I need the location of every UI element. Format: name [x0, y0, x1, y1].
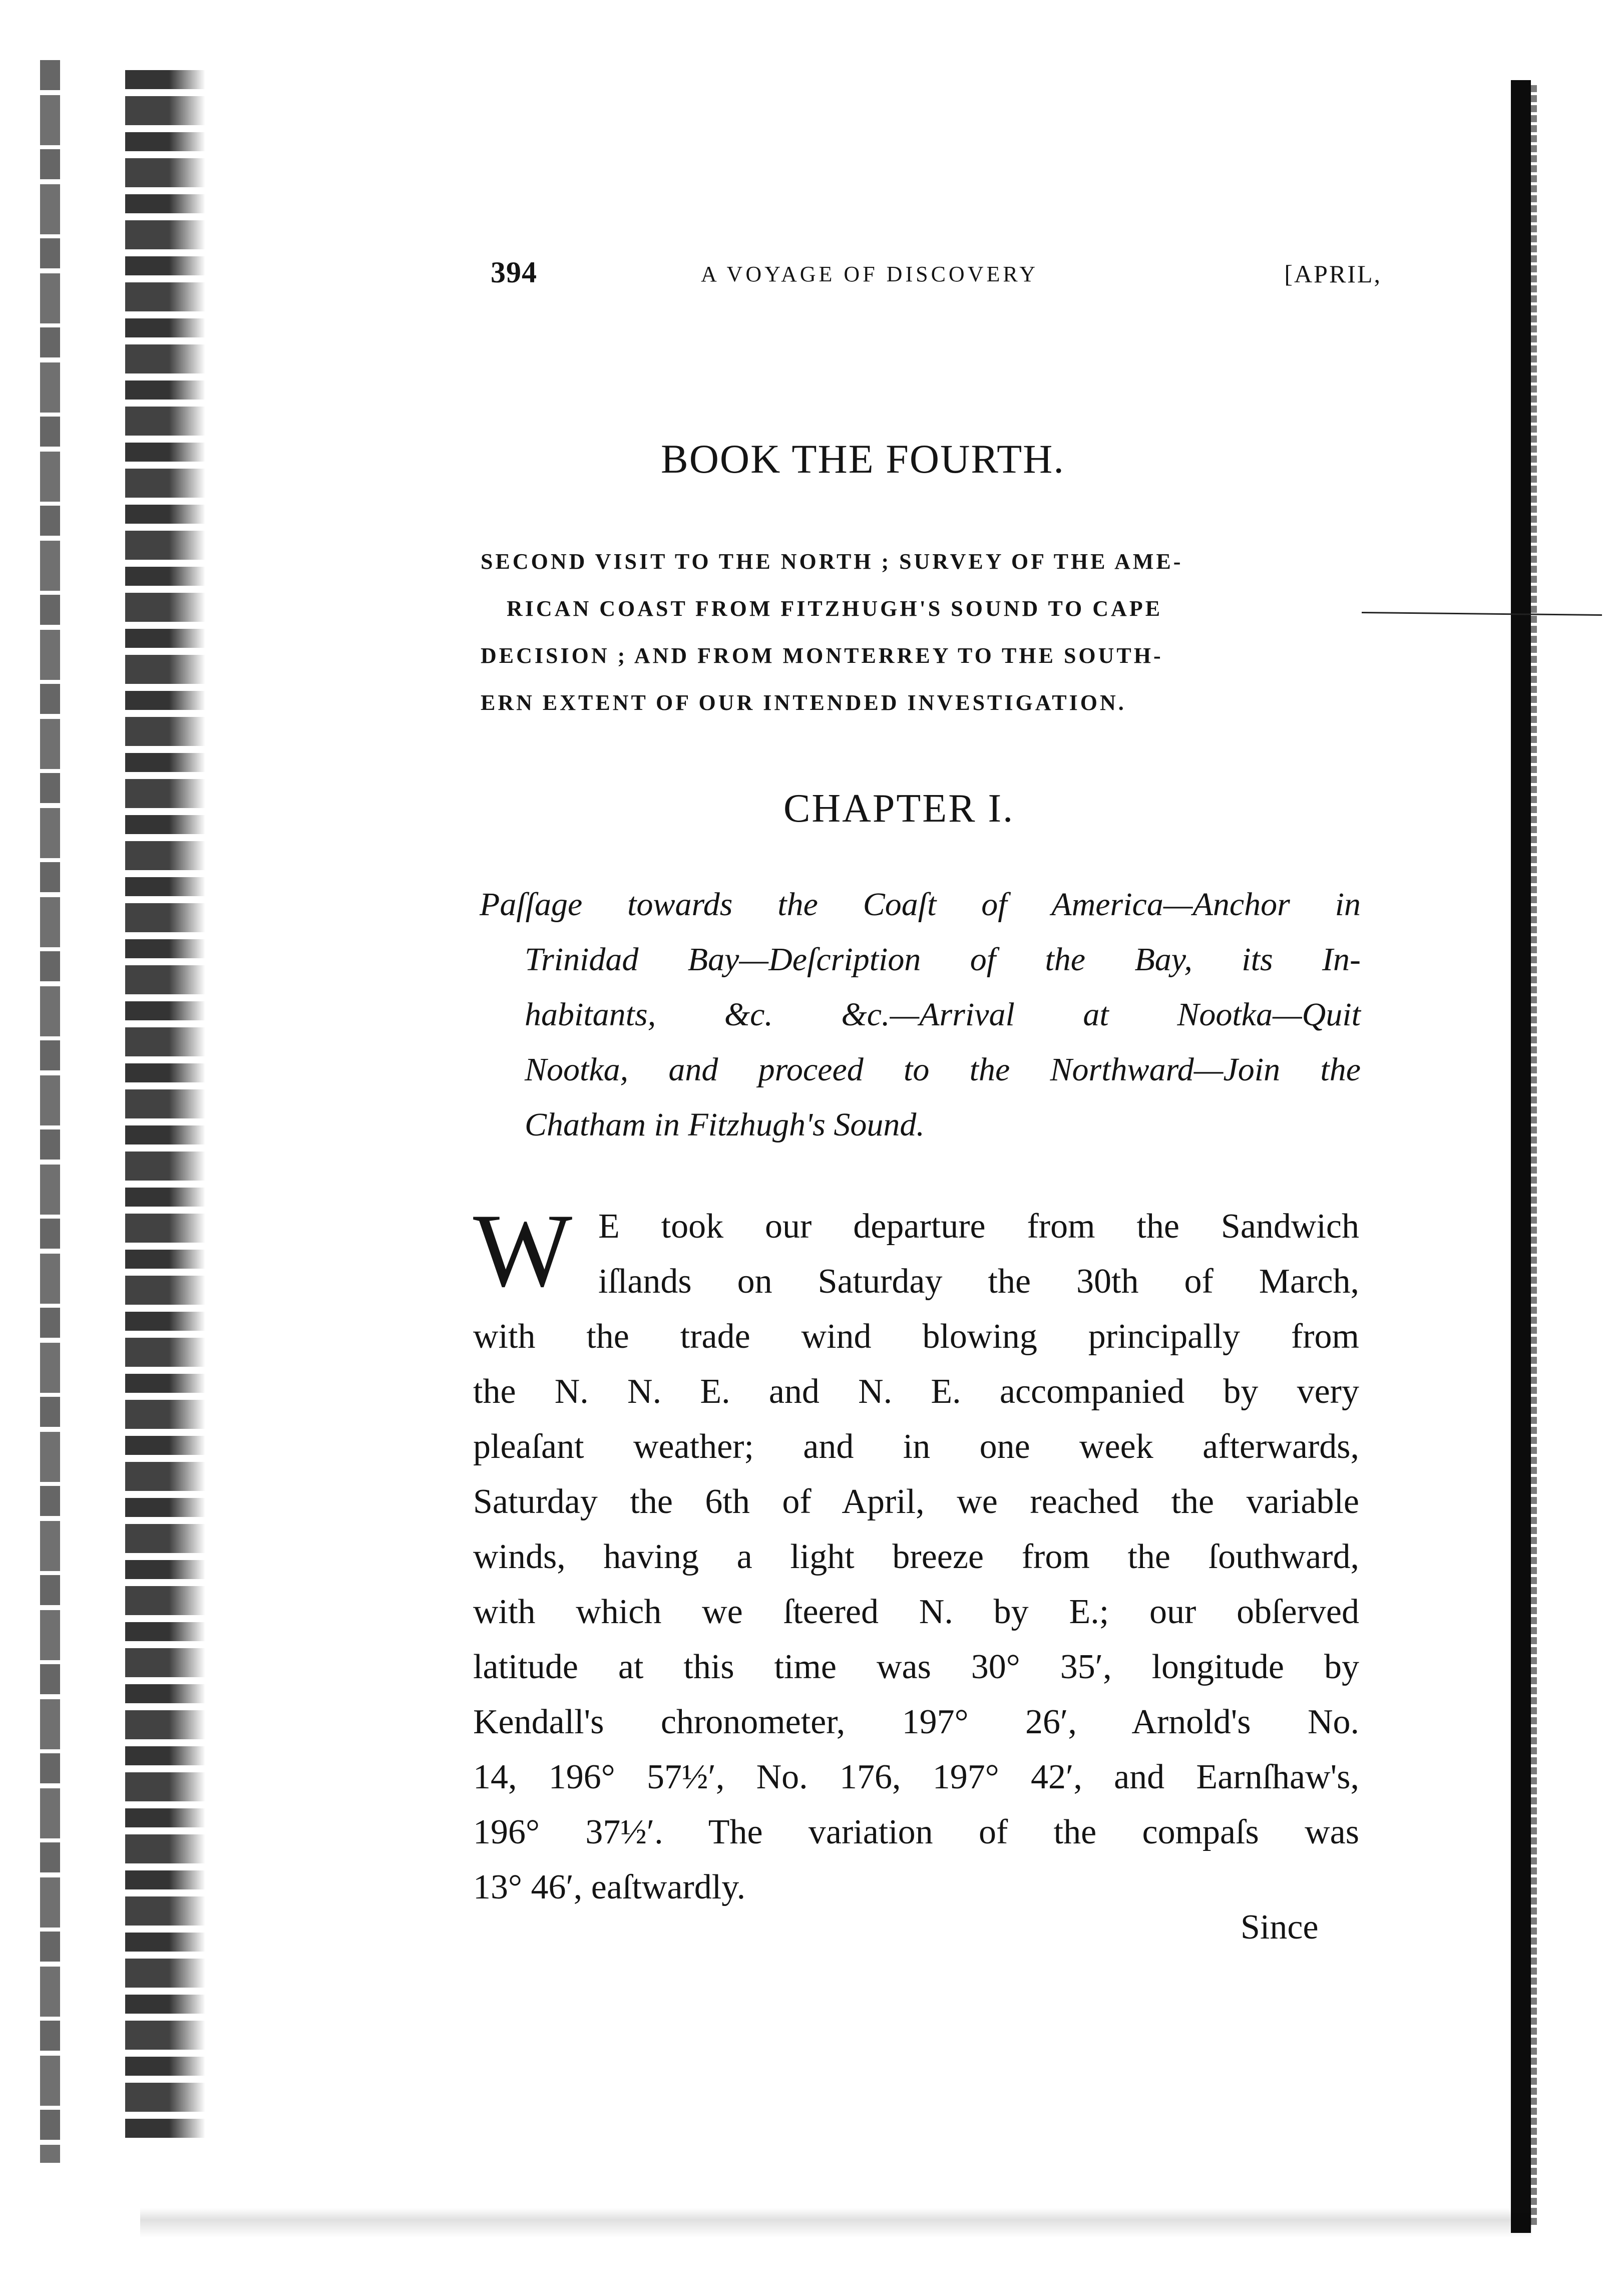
body-line: pleaſant weather; and in one week afterwards,: [473, 1427, 1359, 1466]
body-line: latitude at this time was 30° 35′, longitude by: [473, 1648, 1359, 1686]
chapter-summary: [480, 877, 1361, 1153]
body-line: E took our departure from the Sandwich: [598, 1207, 1359, 1246]
chapter-title: CHAPTER I.: [783, 787, 1015, 831]
book-summary-line: RICAN COAST FROM FITZHUGH'S SOUND TO CAPE: [507, 596, 1163, 621]
chapter-summary-line: habitants, &c. &c.—Arrival at Nootka—Quit: [525, 996, 1361, 1033]
body-line: winds, having a light breeze from the ſouthward,: [473, 1538, 1359, 1576]
chapter-summary-line: Paſſage towards the Coaſt of America—Anchor in: [480, 886, 1361, 923]
body-line: Saturday the 6th of April, we reached the variable: [473, 1482, 1359, 1521]
scan-binding-edge-right: [1531, 85, 1537, 2228]
running-head: [491, 255, 1382, 290]
body-line: 13° 46′, eaſtwardly.: [473, 1868, 746, 1906]
body-line: iſlands on Saturday the 30th of March,: [598, 1262, 1359, 1301]
book-summary: [481, 538, 1362, 726]
body-line: 196° 37½′. The variation of the compaſs was: [473, 1813, 1359, 1851]
chapter-summary-line: Nootka, and proceed to the Northward—Join the: [525, 1051, 1361, 1088]
scan-bottom-smudge: [140, 2178, 1532, 2238]
body-line: 14, 196° 57½′, No. 176, 197° 42′, and Earnſhaw's,: [473, 1758, 1359, 1796]
running-head-title: A VOYAGE OF DISCOVERY: [701, 262, 1039, 286]
scan-binding-shadow-right: [1511, 80, 1531, 2233]
chapter-summary-line: Trinidad Bay—Deſcription of the Bay, its In-: [525, 941, 1361, 978]
body-line: Kendall's chronometer, 197° 26′, Arnold's No.: [473, 1703, 1359, 1741]
scan-binding-edge-left: [40, 60, 60, 2163]
body-line: with the trade wind blowing principally from: [473, 1317, 1359, 1356]
page-number: 394: [491, 256, 537, 289]
body-paragraph: [473, 1193, 1359, 1915]
catchword: Since: [1241, 1908, 1319, 1947]
chapter-summary-line: Chatham in Fitzhugh's Sound.: [525, 1106, 925, 1143]
book-summary-line: DECISION ; AND FROM MONTERREY TO THE SOUTH-: [481, 643, 1163, 668]
scan-binding-shadow-left: [125, 70, 205, 2143]
book-title: BOOK THE FOURTH.: [661, 436, 1065, 482]
body-line: with which we ſteered N. by E.; our obſerved: [473, 1593, 1359, 1631]
book-summary-line: SECOND VISIT TO THE NORTH ; SURVEY OF THE AME-: [481, 549, 1183, 574]
scan-stray-line: [1362, 612, 1602, 616]
drop-cap: W: [473, 1193, 573, 1309]
running-head-month: [APRIL,: [1284, 260, 1382, 288]
body-line: the N. N. E. and N. E. accompanied by very: [473, 1372, 1359, 1411]
book-summary-line: ERN EXTENT OF OUR INTENDED INVESTIGATION.: [481, 690, 1126, 715]
